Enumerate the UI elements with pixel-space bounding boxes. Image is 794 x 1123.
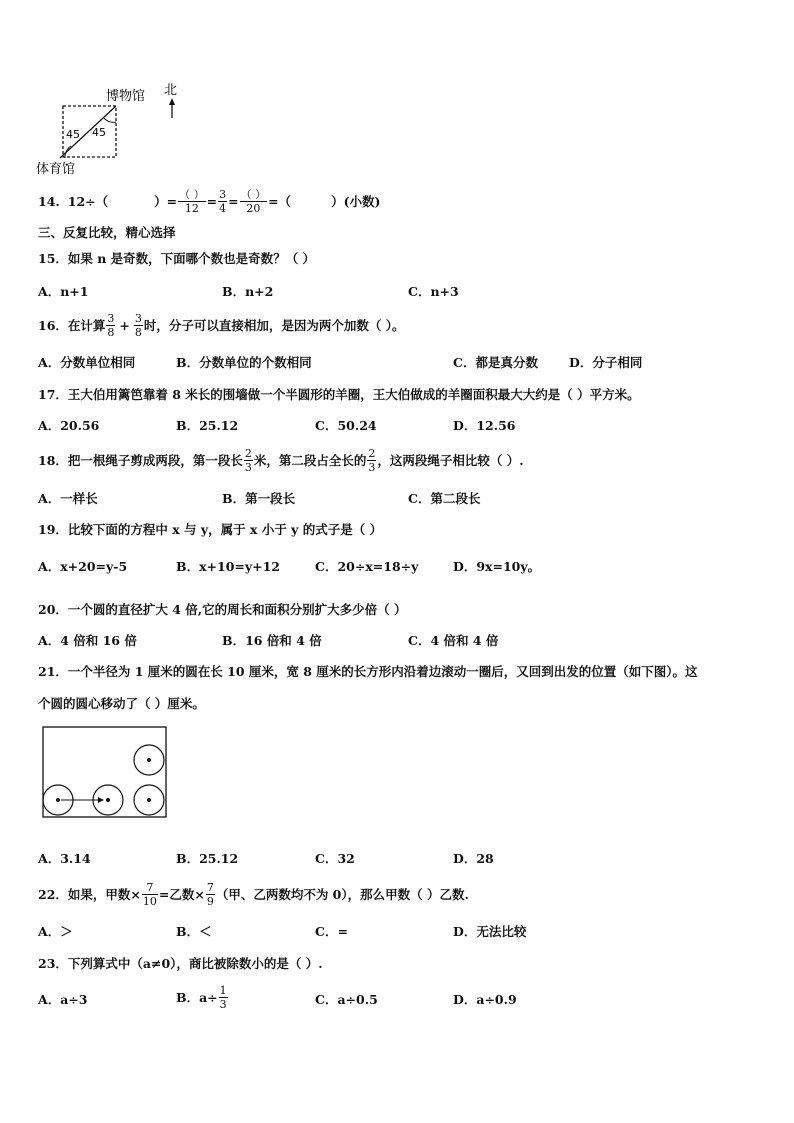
direction-diagram-svg bbox=[30, 78, 200, 178]
q16-fraction-1 bbox=[106, 313, 115, 338]
q21-stem-line-2: 个圆的圆心移动了（ ）厘米。 bbox=[38, 696, 205, 711]
q21-option-d[interactable]: D．28 bbox=[453, 851, 494, 866]
q18-f1-num: 2 bbox=[244, 446, 252, 460]
q18-mid: 米，第二段占全长的 bbox=[253, 453, 367, 468]
q23-b-den: 3 bbox=[219, 997, 227, 1011]
q22-option-d[interactable]: D．无法比较 bbox=[453, 924, 527, 939]
q22-post: （甲、乙两数均不为 0），那么甲数（ ）乙数. bbox=[215, 887, 469, 902]
q22-f2-num: 7 bbox=[206, 880, 214, 894]
q16-pre: 16．在计算 bbox=[38, 318, 106, 333]
q23-b-fraction bbox=[219, 985, 228, 1010]
q16-f1-den: 8 bbox=[107, 325, 115, 339]
q20-option-a[interactable]: A．4 倍和 16 倍 bbox=[38, 633, 137, 648]
q23-stem: 23．下列算式中（a≠0），商比被除数小的是（ ）. bbox=[38, 956, 323, 971]
q18-post: ，这两段绳子相比较（ ）. bbox=[377, 453, 524, 468]
q22-option-a[interactable]: A．＞ bbox=[38, 924, 73, 939]
q22-f2-den: 9 bbox=[206, 894, 214, 908]
q14-f3-num: （ ） bbox=[240, 187, 267, 201]
q16-option-a[interactable]: A．分数单位相同 bbox=[38, 355, 136, 370]
q19-option-c[interactable]: C．20÷x=18÷y bbox=[315, 559, 419, 574]
circle-up-center bbox=[147, 758, 151, 762]
q19-stem: 19．比较下面的方程中 x 与 y，属于 x 小于 y 的式子是（ ） bbox=[38, 522, 383, 537]
q14-text-d: ）(小数) bbox=[331, 194, 381, 209]
north-arrow-icon bbox=[169, 98, 175, 105]
q14-number: 14. bbox=[38, 193, 60, 209]
q16-f1-num: 3 bbox=[107, 311, 115, 325]
q19-option-b[interactable]: B．x+10=y+12 bbox=[176, 559, 280, 574]
q14-fraction-1 bbox=[178, 189, 206, 214]
q17-option-a[interactable]: A．20.56 bbox=[38, 418, 100, 433]
q18-option-c[interactable]: C．第二段长 bbox=[408, 491, 481, 506]
q15-option-a[interactable]: A．n+1 bbox=[38, 284, 89, 299]
q18-f2-den: 3 bbox=[368, 460, 376, 474]
q21-stem-line-1: 21．一个半径为 1 厘米的圆在长 10 厘米，宽 8 厘米的长方形内沿着边滚动一圈后，又回到出发的位置（如下图）。这 bbox=[38, 664, 698, 679]
rolling-circle-svg bbox=[40, 724, 170, 820]
q21-option-b[interactable]: B．25.12 bbox=[176, 851, 239, 866]
q18-fraction-2 bbox=[367, 448, 376, 473]
q22-stem bbox=[38, 877, 469, 911]
q18-option-a[interactable]: A．一样长 bbox=[38, 491, 98, 506]
rolling-circle-diagram bbox=[40, 724, 170, 820]
q20-stem: 20．一个圆的直径扩大 4 倍,它的周长和面积分别扩大多少倍（ ） bbox=[38, 602, 407, 617]
q22-option-c[interactable]: C．= bbox=[315, 924, 348, 939]
q18-fraction-1 bbox=[244, 448, 253, 473]
q14-fraction-3 bbox=[240, 189, 268, 214]
q22-fraction-2 bbox=[206, 882, 215, 907]
q16-option-d[interactable]: D．分子相同 bbox=[569, 355, 643, 370]
section-heading: 三、反复比较，精心选择 bbox=[38, 225, 176, 240]
q17-option-d[interactable]: D．12.56 bbox=[453, 418, 516, 433]
q14-fraction-2 bbox=[218, 189, 227, 214]
arrow-head-icon bbox=[98, 797, 104, 803]
q22-f1-den: 10 bbox=[142, 894, 157, 908]
angle-label-2: 45 bbox=[92, 126, 106, 139]
q14-f3-den: 20 bbox=[246, 201, 261, 215]
q15-option-c[interactable]: C．n+3 bbox=[408, 284, 459, 299]
q16-fraction-2 bbox=[134, 313, 143, 338]
q22-mid: =乙数× bbox=[158, 887, 205, 902]
q21-option-c[interactable]: C．32 bbox=[315, 851, 355, 866]
q17-option-b[interactable]: B．25.12 bbox=[176, 418, 239, 433]
q19-option-a[interactable]: A．x+20=y-5 bbox=[38, 559, 128, 574]
q16-stem bbox=[38, 308, 405, 342]
q23-option-a[interactable]: A．a÷3 bbox=[38, 992, 88, 1007]
q14-f2-den: 4 bbox=[219, 201, 227, 215]
q16-plus: + bbox=[119, 317, 130, 333]
museum-label: 博物馆 bbox=[106, 89, 146, 104]
q22-f1-num: 7 bbox=[146, 880, 154, 894]
q18-f1-den: 3 bbox=[244, 460, 252, 474]
circle-start-center bbox=[56, 798, 60, 802]
q16-post: 时，分子可以直接相加，是因为两个加数（ ）。 bbox=[143, 318, 405, 333]
q14-f1-num: （ ） bbox=[179, 187, 205, 201]
q14-text-b: ）= bbox=[154, 194, 178, 209]
north-label: 北 bbox=[164, 83, 178, 98]
q23-b-num: 1 bbox=[219, 983, 227, 997]
q16-option-b[interactable]: B．分数单位的个数相同 bbox=[176, 355, 312, 370]
q16-f2-den: 8 bbox=[134, 325, 142, 339]
q14-text-c: =（ bbox=[268, 194, 292, 209]
q18-option-b[interactable]: B．第一段长 bbox=[222, 491, 296, 506]
q18-f2-num: 2 bbox=[368, 446, 376, 460]
q14-f2-num: 3 bbox=[219, 187, 227, 201]
question-14 bbox=[38, 184, 380, 218]
rectangle-outline bbox=[43, 727, 166, 817]
q17-stem: 17．王大伯用篱笆靠着 8 米长的围墙做一个半圆形的羊圈，王大伯做成的羊圈面积最大大约是（ ）平方米。 bbox=[38, 387, 640, 402]
q14-f1-den: 12 bbox=[184, 201, 199, 215]
q15-option-b[interactable]: B．n+2 bbox=[222, 284, 274, 299]
q14-text-a: 12÷（ bbox=[67, 194, 109, 209]
q23-option-d[interactable]: D．a÷0.9 bbox=[453, 992, 517, 1007]
q22-fraction-1 bbox=[142, 882, 158, 907]
q16-f2-num: 3 bbox=[134, 311, 142, 325]
angle-label-1: 45 bbox=[66, 128, 80, 141]
q22-pre: 22．如果，甲数× bbox=[38, 887, 141, 902]
q19-option-d[interactable]: D．9x=10y。 bbox=[453, 559, 541, 574]
q23-b-pre: B．a÷ bbox=[176, 990, 218, 1005]
q23-option-c[interactable]: C．a÷0.5 bbox=[315, 992, 378, 1007]
q16-option-c[interactable]: C．都是真分数 bbox=[453, 355, 538, 370]
gym-label: 体育馆 bbox=[36, 162, 76, 177]
q21-option-a[interactable]: A．3.14 bbox=[38, 851, 91, 866]
q18-stem bbox=[38, 443, 524, 477]
q14-eq1: = bbox=[206, 193, 218, 209]
angle-arc-museum bbox=[104, 118, 116, 122]
circle-corner-center bbox=[147, 798, 151, 802]
q18-pre: 18．把一根绳子剪成两段，第一段长 bbox=[38, 453, 243, 468]
circle-middle-center bbox=[106, 798, 110, 802]
q20-option-b[interactable]: B．16 倍和 4 倍 bbox=[222, 633, 322, 648]
q22-option-b[interactable]: B．＜ bbox=[176, 924, 212, 939]
q23-option-b[interactable] bbox=[176, 980, 229, 1014]
direction-diagram bbox=[30, 78, 200, 178]
q15-stem: 15．如果 n 是奇数，下面哪个数也是奇数？（ ） bbox=[38, 251, 316, 266]
q20-option-c[interactable]: C．4 倍和 4 倍 bbox=[408, 633, 499, 648]
q17-option-c[interactable]: C．50.24 bbox=[315, 418, 377, 433]
q14-eq2: = bbox=[228, 193, 239, 209]
